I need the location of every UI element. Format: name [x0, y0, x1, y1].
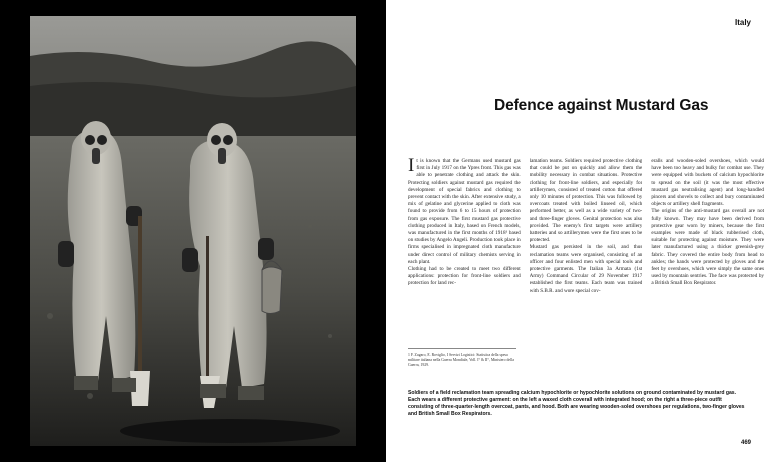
- text-column-2: [530, 158, 643, 363]
- footnote: 1 F. Zugaro, E. Roviglio, I Servizi Logistici: Statistica della spesa militare italiana nella Guerra Mondiale, Voll. I° & II°, Ministero della Guerra, 1929.: [408, 348, 516, 369]
- page-number: 469: [740, 440, 751, 446]
- paragraph: Clothing had to be created to meet two different applications: protection for front-line soldiers and protection for land rec-: [408, 266, 521, 287]
- paragraph: The origins of the anti-mustard gas overall are not fully known. They may have been derived from protective gear worn by miners, because the first examples were made of black rubberised cloth, suitable for protecting against moisture. They were later manufactured using a thicker greenish-grey fabric. They covered the entire body from head to ankles; the hands were protected by gloves and the feet by overshoes, which were simply the same ones used by mountain sentries. The face was protected by a British Small Box Respirator.: [651, 208, 765, 287]
- right-page: [386, 0, 771, 462]
- paragraph: [408, 158, 521, 266]
- article-body: [408, 158, 764, 363]
- paragraph: lamation teams. Soldiers required protective clothing that could be put on quickly and allow them the mobility necessary in combat situations. Protective clothing for front-line soldiers, and especially for artillerymen, consisted of treated cotton that offered only 10 minutes of protection. This was followed by overcoats treated with boiled linseed oil, which performed better, as well as a wide variety of two- and three-finger gloves. Genital protection was also provided. The enemy's first targets were artillery batteries and so artillerymen were the first ones to be protected.: [529, 158, 643, 244]
- paragraph: Mustard gas persisted in the soil, and thus reclamation teams were organised, consisting of an officer and four enlisted men with special tools and protective garments. The Italian 3a Armata (1st Army) Command Circular of 29 November 1917 established the first teams. Each team was trained with S.B.R. and wore special cov-: [529, 244, 643, 294]
- article-title: Defence against Mustard Gas: [494, 97, 709, 114]
- paragraph: eralls and wooden-soled overshoes, which would have been too heavy and bulky for combat use. They were equipped with buckets of calcium hypochlorite to spread on the soil (it was the most effective mustard gas neutralising agent) and long-handled pincers and shovels to collect and bury contaminated objects or artillery shell fragments.: [651, 158, 765, 208]
- paragraph-text: t is known that the Germans used mustard gas first in July 1917 on the Ypres front. This gas was able to penetrate clothing and attack the skin. Protecting soldiers against mustard gas required the development of special fabrics and clothing to prevent contact with the skin. After extensive study, a mix of gelatine and glycerine applied to cloth was found to provide from 6 to 15 hours of protection from gas exposure. The first mustard gas protective clothing produced in Italy, based on French models, was manufactured in the first months of 1918¹ based on studies by Angelo Angeli. Production took place in firms specialised in impregnated cloth manufacture under direct control of military chemists serving in each plant.: [408, 158, 521, 265]
- historical-photograph: [30, 16, 356, 446]
- photo-caption: Soldiers of a field reclamation team spreading calcium hypochlorite or hypochlorite solutions on ground contaminated by mustard gas. Each wears a different protective garment: on the left a waxed cloth coverall with integrated hood; on the right a three-piece outfit consisting of three-quarter-length overcoat, pants, and hood. Both are wearing wooden-soled overshoes per regulations, two-finger gloves and British Small Box Respirators.: [408, 390, 745, 418]
- text-column-3: [651, 158, 764, 363]
- section-label: Italy: [734, 18, 751, 27]
- text-column-1: [408, 158, 521, 363]
- dropcap: I: [408, 158, 415, 176]
